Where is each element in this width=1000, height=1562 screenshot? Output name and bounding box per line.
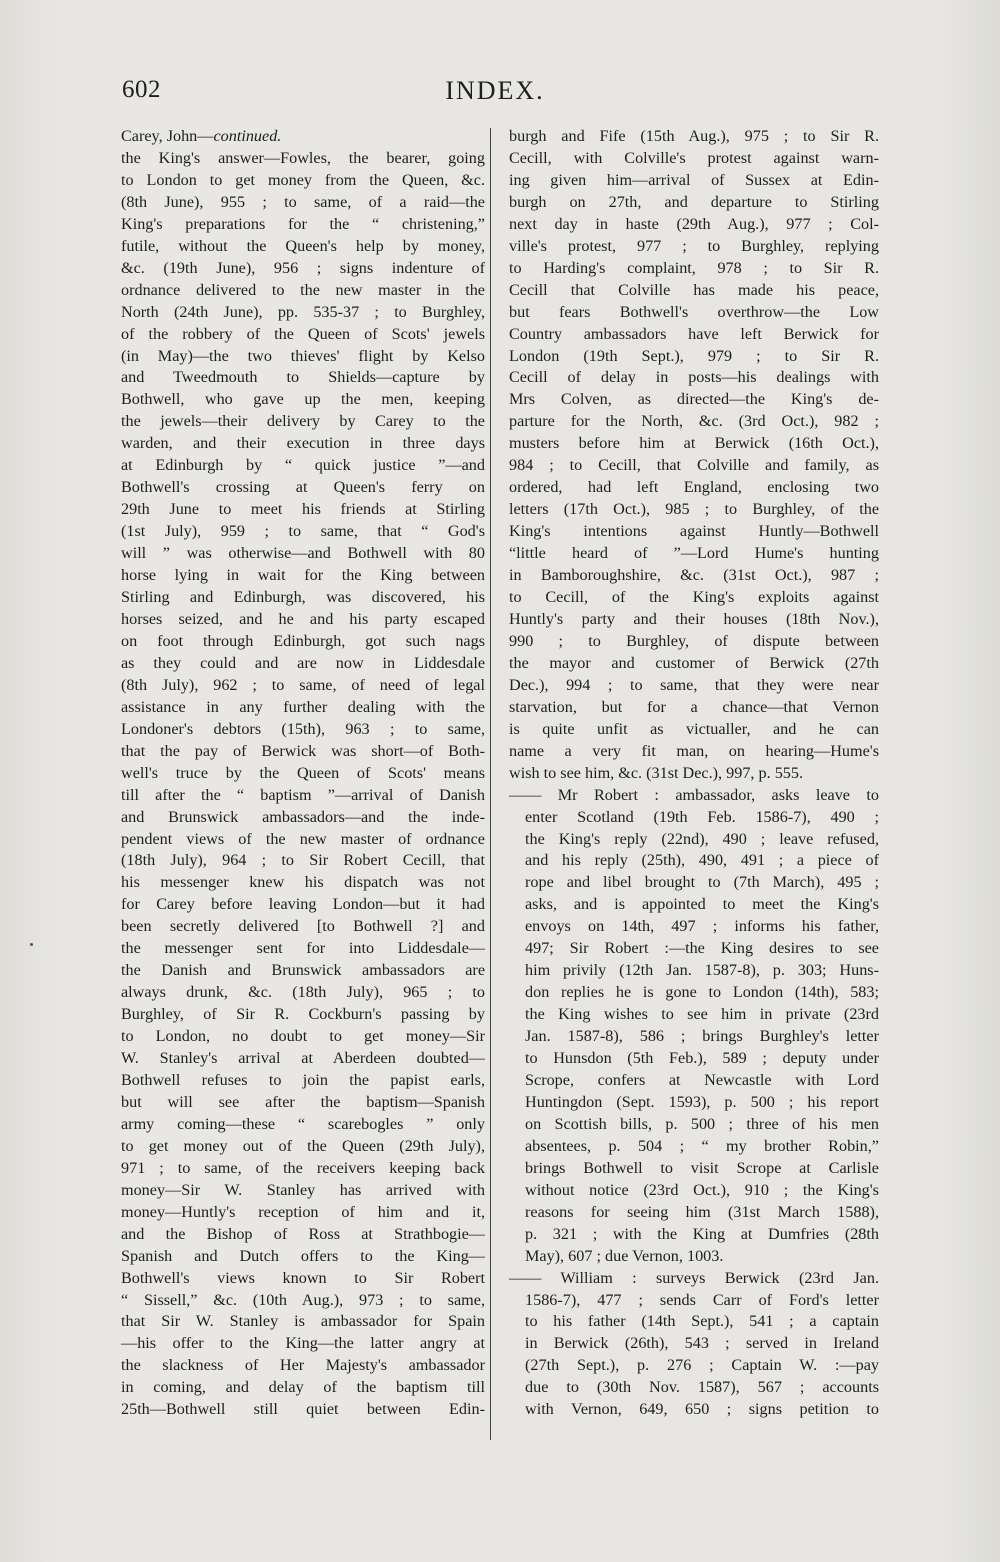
index-line: due to (30th Nov. 1587), 567 ; accounts xyxy=(525,1378,879,1397)
index-line: the jewels—their delivery by Carey to the xyxy=(121,412,485,431)
index-line: in coming, and delay of the baptism till xyxy=(121,1378,485,1397)
index-line: letters (17th Oct.), 985 ; to Burghley, of the xyxy=(509,500,879,519)
index-line: 1586-7), 477 ; sends Carr of Ford's letter xyxy=(525,1290,879,1309)
index-line: the messenger sent for into Liddesdale— xyxy=(121,939,485,958)
index-line: King's intentions against Huntly—Bothwell xyxy=(509,522,879,541)
index-line: May), 607 ; due Vernon, 1003. xyxy=(525,1246,724,1265)
index-line: Bothwell refuses to join the papist earls, xyxy=(121,1070,485,1089)
entry-name: Carey, John— xyxy=(121,127,214,145)
sub-entry-line: —— William : surveys Berwick (23rd Jan. xyxy=(509,1268,879,1287)
index-line: warden, and their execution in three days xyxy=(121,434,485,453)
index-line: Cecill of delay in posts—his dealings with xyxy=(509,368,879,387)
index-line: Scrope, confers at Newcastle with Lord xyxy=(525,1070,879,1089)
index-line: but fears Bothwell's overthrow—the Low xyxy=(509,302,879,321)
index-line: envoys on 14th, 497 ; informs his father, xyxy=(525,917,879,936)
index-line: wish to see him, &c. (31st Dec.), 997, p. 555. xyxy=(509,763,804,782)
index-line: the King's reply (22nd), 490 ; leave refused, xyxy=(525,829,879,848)
print-speck xyxy=(30,943,33,946)
index-line: of the robbery of the Queen of Scots' jewels xyxy=(121,324,485,343)
index-line: Stirling and Edinburgh, was discovered, his xyxy=(121,588,485,607)
index-line: 971 ; to same, of the receivers keeping back xyxy=(121,1158,485,1177)
index-line: him privily (12th Jan. 1587-8), p. 303; Huns- xyxy=(525,961,879,980)
index-line: name a very fit man, on hearing—Hume's xyxy=(509,741,879,760)
column-divider xyxy=(490,128,491,1440)
index-line: “little heard of ”—Lord Hume's hunting xyxy=(509,544,879,563)
index-line: 29th June to meet his friends at Stirling xyxy=(121,500,485,519)
index-line: well's truce by the Queen of Scots' means xyxy=(121,763,485,782)
index-line: and his reply (25th), 490, 491 ; a piece of xyxy=(525,851,879,870)
index-line: Bothwell's views known to Sir Robert xyxy=(121,1268,485,1287)
index-line: 497; Sir Robert :—the King desires to see xyxy=(525,939,879,958)
index-line: on Scottish bills, p. 500 ; three of his men xyxy=(525,1114,879,1133)
running-title: INDEX. xyxy=(445,76,545,105)
index-line: reasons for seeing him (31st March 1588), xyxy=(525,1202,879,1221)
index-line: and Brunswick ambassadors—and the inde- xyxy=(121,807,485,826)
index-line: King's preparations for the “ christening,” xyxy=(121,214,485,233)
index-line: Huntly's party and their houses (18th Nov.), xyxy=(509,609,879,628)
index-line: parture for the North, &c. (3rd Oct.), 982 ; xyxy=(509,412,879,431)
index-line: 984 ; to Cecill, that Colville and family, as xyxy=(509,456,879,475)
index-line: (8th July), 962 ; to same, of need of legal xyxy=(121,675,485,694)
index-line: starvation, but for a chance—that Vernon xyxy=(509,697,879,716)
index-line: &c. (19th June), 956 ; signs indenture of xyxy=(121,258,485,277)
index-line: to Harding's complaint, 978 ; to Sir R. xyxy=(509,258,879,277)
right-column xyxy=(509,126,879,1421)
index-line: Bothwell, who gave up the men, keeping xyxy=(121,390,485,409)
index-line: next day in haste (29th Aug.), 977 ; Col- xyxy=(509,214,879,233)
index-line: (8th June), 955 ; to same, of a raid—the xyxy=(121,192,485,211)
index-line: musters before him at Berwick (16th Oct.), xyxy=(509,434,879,453)
page-number: 602 xyxy=(122,76,161,103)
index-line: for Carey before leaving London—but it had xyxy=(121,895,485,914)
index-line: till after the “ baptism ”—arrival of Danish xyxy=(121,785,485,804)
index-line: as they could and are now in Liddesdale xyxy=(121,653,485,672)
index-line: the King's answer—Fowles, the bearer, going xyxy=(121,148,485,167)
index-line: ordnance delivered to the new master in the xyxy=(121,280,485,299)
index-line: don replies he is gone to London (14th), 583; xyxy=(525,983,879,1002)
index-line: rope and libel brought to (7th March), 495 ; xyxy=(525,873,879,892)
index-line: “ Sissell,” &c. (10th Aug.), 973 ; to same, xyxy=(121,1290,485,1309)
index-line: horse lying in wait for the King between xyxy=(121,566,485,585)
index-line: is quite unfit as victualler, and he can xyxy=(509,719,879,738)
index-line: the King wishes to see him in private (23rd xyxy=(525,1005,879,1024)
index-line: burgh and Fife (15th Aug.), 975 ; to Sir R. xyxy=(509,127,879,145)
index-line: assistance in any further dealing with the xyxy=(121,697,485,716)
index-line: asks, and is appointed to meet the King's xyxy=(525,895,879,914)
index-line: in Berwick (26th), 543 ; served in Ireland xyxy=(525,1334,879,1353)
index-line: at Edinburgh by “ quick justice ”—and xyxy=(121,456,485,475)
index-line: absentees, p. 504 ; “ my brother Robin,” xyxy=(525,1136,879,1155)
index-line: to get money out of the Queen (29th July), xyxy=(121,1136,485,1155)
index-line: with Vernon, 649, 650 ; signs petition to xyxy=(525,1400,879,1419)
index-line: always drunk, &c. (18th July), 965 ; to xyxy=(121,983,485,1002)
index-line: army coming—these “ scarebogles ” only xyxy=(121,1114,485,1133)
index-line: Jan. 1587-8), 586 ; brings Burghley's letter xyxy=(525,1027,879,1046)
index-line: and Tweedmouth to Shields—capture by xyxy=(121,368,485,387)
index-line: p. 321 ; with the King at Dumfries (28th xyxy=(525,1224,879,1243)
index-line: but will see after the baptism—Spanish xyxy=(121,1092,485,1111)
index-line: London (19th Sept.), 979 ; to Sir R. xyxy=(509,346,879,365)
index-line: W. Stanley's arrival at Aberdeen doubted— xyxy=(121,1049,485,1068)
index-line: North (24th June), pp. 535-37 ; to Burghley, xyxy=(121,302,485,321)
index-line: the slackness of Her Majesty's ambassador xyxy=(121,1356,485,1375)
index-line: to Hunsdon (5th Feb.), 589 ; deputy under xyxy=(525,1049,879,1068)
index-line: that the pay of Berwick was short—of Both- xyxy=(121,741,485,760)
index-line: (in May)—the two thieves' flight by Kelso xyxy=(121,346,485,365)
index-line: money—Huntly's reception of him and it, xyxy=(121,1202,485,1221)
entry-heading xyxy=(121,126,485,148)
index-line: been secretly delivered [to Bothwell ?] and xyxy=(121,917,485,936)
index-line: burgh on 27th, and departure to Stirling xyxy=(509,192,879,211)
index-line: pendent views of the new master of ordnance xyxy=(121,829,485,848)
index-line: brings Bothwell to visit Scrope at Carlisle xyxy=(525,1158,879,1177)
index-line: to his father (14th Sept.), 541 ; a captain xyxy=(525,1312,879,1331)
index-line: to Cecill, of the King's exploits against xyxy=(509,588,879,607)
index-line: Country ambassadors have left Berwick for xyxy=(509,324,879,343)
index-line: enter Scotland (19th Feb. 1586-7), 490 ; xyxy=(525,807,879,826)
entry-continued: continued. xyxy=(213,127,282,145)
index-line: money—Sir W. Stanley has arrived with xyxy=(121,1180,485,1199)
index-line: Huntingdon (Sept. 1593), p. 500 ; his report xyxy=(525,1092,879,1111)
index-line: Spanish and Dutch offers to the King— xyxy=(121,1246,485,1265)
index-line: Londoner's debtors (15th), 963 ; to same, xyxy=(121,719,485,738)
index-line: that Sir W. Stanley is ambassador for Spain xyxy=(121,1312,485,1331)
index-line: ordered, had left England, enclosing two xyxy=(509,478,879,497)
index-line: 990 ; to Burghley, of dispute between xyxy=(509,631,879,650)
index-line: and the Bishop of Ross at Strathbogie— xyxy=(121,1224,485,1243)
index-line: ville's protest, 977 ; to Burghley, replying xyxy=(509,236,879,255)
index-line: Cecill that Colville has made his peace, xyxy=(509,280,879,299)
index-line: —his offer to the King—the latter angry at xyxy=(121,1334,485,1353)
index-line: the Danish and Brunswick ambassadors are xyxy=(121,961,485,980)
index-line: Burghley, of Sir R. Cockburn's passing by xyxy=(121,1005,485,1024)
index-line: (18th July), 964 ; to Sir Robert Cecill, that xyxy=(121,851,485,870)
index-line: his messenger knew his dispatch was not xyxy=(121,873,485,892)
index-line: to London to get money from the Queen, &c. xyxy=(121,170,485,189)
index-line: Cecill, with Colville's protest against warn- xyxy=(509,148,879,167)
index-line: to London, no doubt to get money—Sir xyxy=(121,1027,485,1046)
index-line: without notice (23rd Oct.), 910 ; the King's xyxy=(525,1180,879,1199)
index-line: on foot through Edinburgh, got such nags xyxy=(121,631,485,650)
index-line: 25th—Bothwell still quiet between Edin- xyxy=(121,1400,485,1419)
sub-entry-line: —— Mr Robert : ambassador, asks leave to xyxy=(509,785,879,804)
index-line: the mayor and customer of Berwick (27th xyxy=(509,653,879,672)
index-line: will ” was otherwise—and Bothwell with 80 xyxy=(121,544,485,563)
index-line: Dec.), 994 ; to same, that they were near xyxy=(509,675,879,694)
index-line: (1st July), 959 ; to same, that “ God's xyxy=(121,522,485,541)
index-line: ing given him—arrival of Sussex at Edin- xyxy=(509,170,879,189)
index-line: (27th Sept.), p. 276 ; Captain W. :—pay xyxy=(525,1356,879,1375)
index-line: Mrs Colven, as directed—the King's de- xyxy=(509,390,879,409)
index-line: Bothwell's crossing at Queen's ferry on xyxy=(121,478,485,497)
index-line: horses seized, and he and his party escaped xyxy=(121,609,485,628)
index-line: futile, without the Queen's help by money, xyxy=(121,236,485,255)
page-header xyxy=(122,76,868,116)
index-line: in Bamboroughshire, &c. (31st Oct.), 987 ; xyxy=(509,566,879,585)
left-column xyxy=(121,126,485,1421)
